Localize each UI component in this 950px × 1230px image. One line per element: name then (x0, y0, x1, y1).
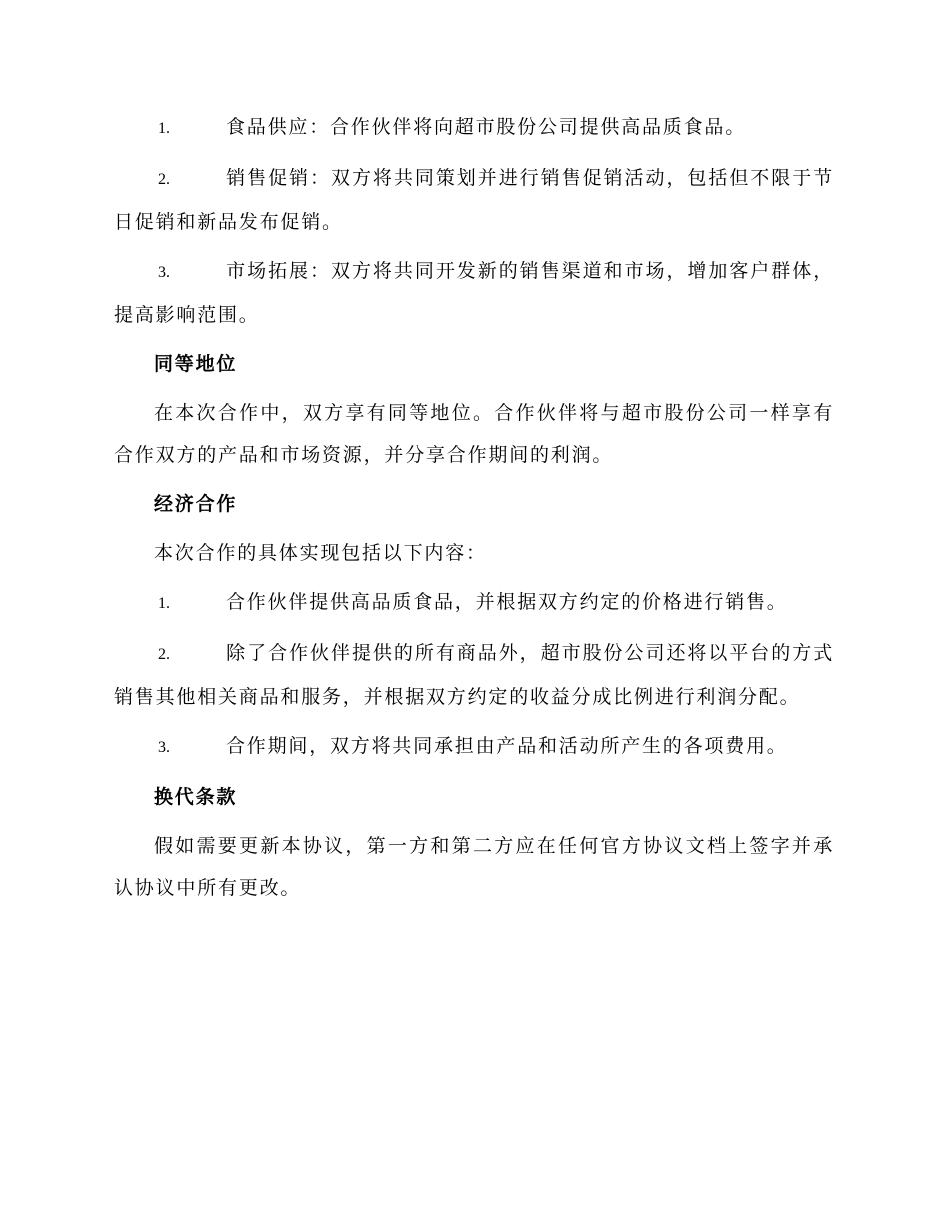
section-heading-economic-cooperation: 经济合作 (154, 493, 238, 515)
list-number: 1. (158, 595, 170, 612)
list-number: 2. (158, 646, 170, 663)
list-text: 合作伙伴提供高品质食品，并根据双方约定的价格进行销售。 (226, 591, 788, 613)
list-item-sales-promotion (114, 157, 834, 243)
list-number: 3. (158, 264, 170, 281)
list-text: 销售促销：双方将共同策划并进行销售促销活动，包括但不限于节日促销和新品发布促销。 (114, 167, 834, 233)
list-text: 食品供应：合作伙伴将向超市股份公司提供高品质食品。 (226, 116, 747, 138)
list-item-market-expansion (114, 250, 834, 336)
section-body-replacement-clause: 假如需要更新本协议，第一方和第二方应在任何官方协议文档上签字并承认协议中所有更改。 (114, 835, 834, 899)
list-text: 市场拓展：双方将共同开发新的销售渠道和市场，增加客户群体，提高影响范围。 (114, 260, 834, 326)
list-number: 1. (158, 120, 170, 137)
list-text: 除了合作伙伴提供的所有商品外，超市股份公司还将以平台的方式销售其他相关商品和服务，并根据双方约定的收益分成比例进行利润分配。 (114, 642, 834, 708)
list-item-economic-1 (114, 581, 834, 625)
list-item-economic-2 (114, 632, 834, 718)
section-heading-equal-status: 同等地位 (154, 353, 238, 375)
section-body-equal-status: 在本次合作中，双方享有同等地位。合作伙伴将与超市股份公司一样享有合作双方的产品和市场资源，并分享合作期间的利润。 (114, 402, 834, 466)
section-heading-replacement-clause: 换代条款 (154, 786, 238, 808)
document-content (114, 106, 834, 916)
list-item-economic-3 (114, 725, 834, 769)
section-intro-economic-cooperation: 本次合作的具体实现包括以下内容： (154, 542, 487, 564)
list-item-food-supply (114, 106, 834, 150)
list-number: 2. (158, 171, 170, 188)
list-text: 合作期间，双方将共同承担由产品和活动所产生的各项费用。 (226, 735, 788, 757)
list-number: 3. (158, 739, 170, 756)
